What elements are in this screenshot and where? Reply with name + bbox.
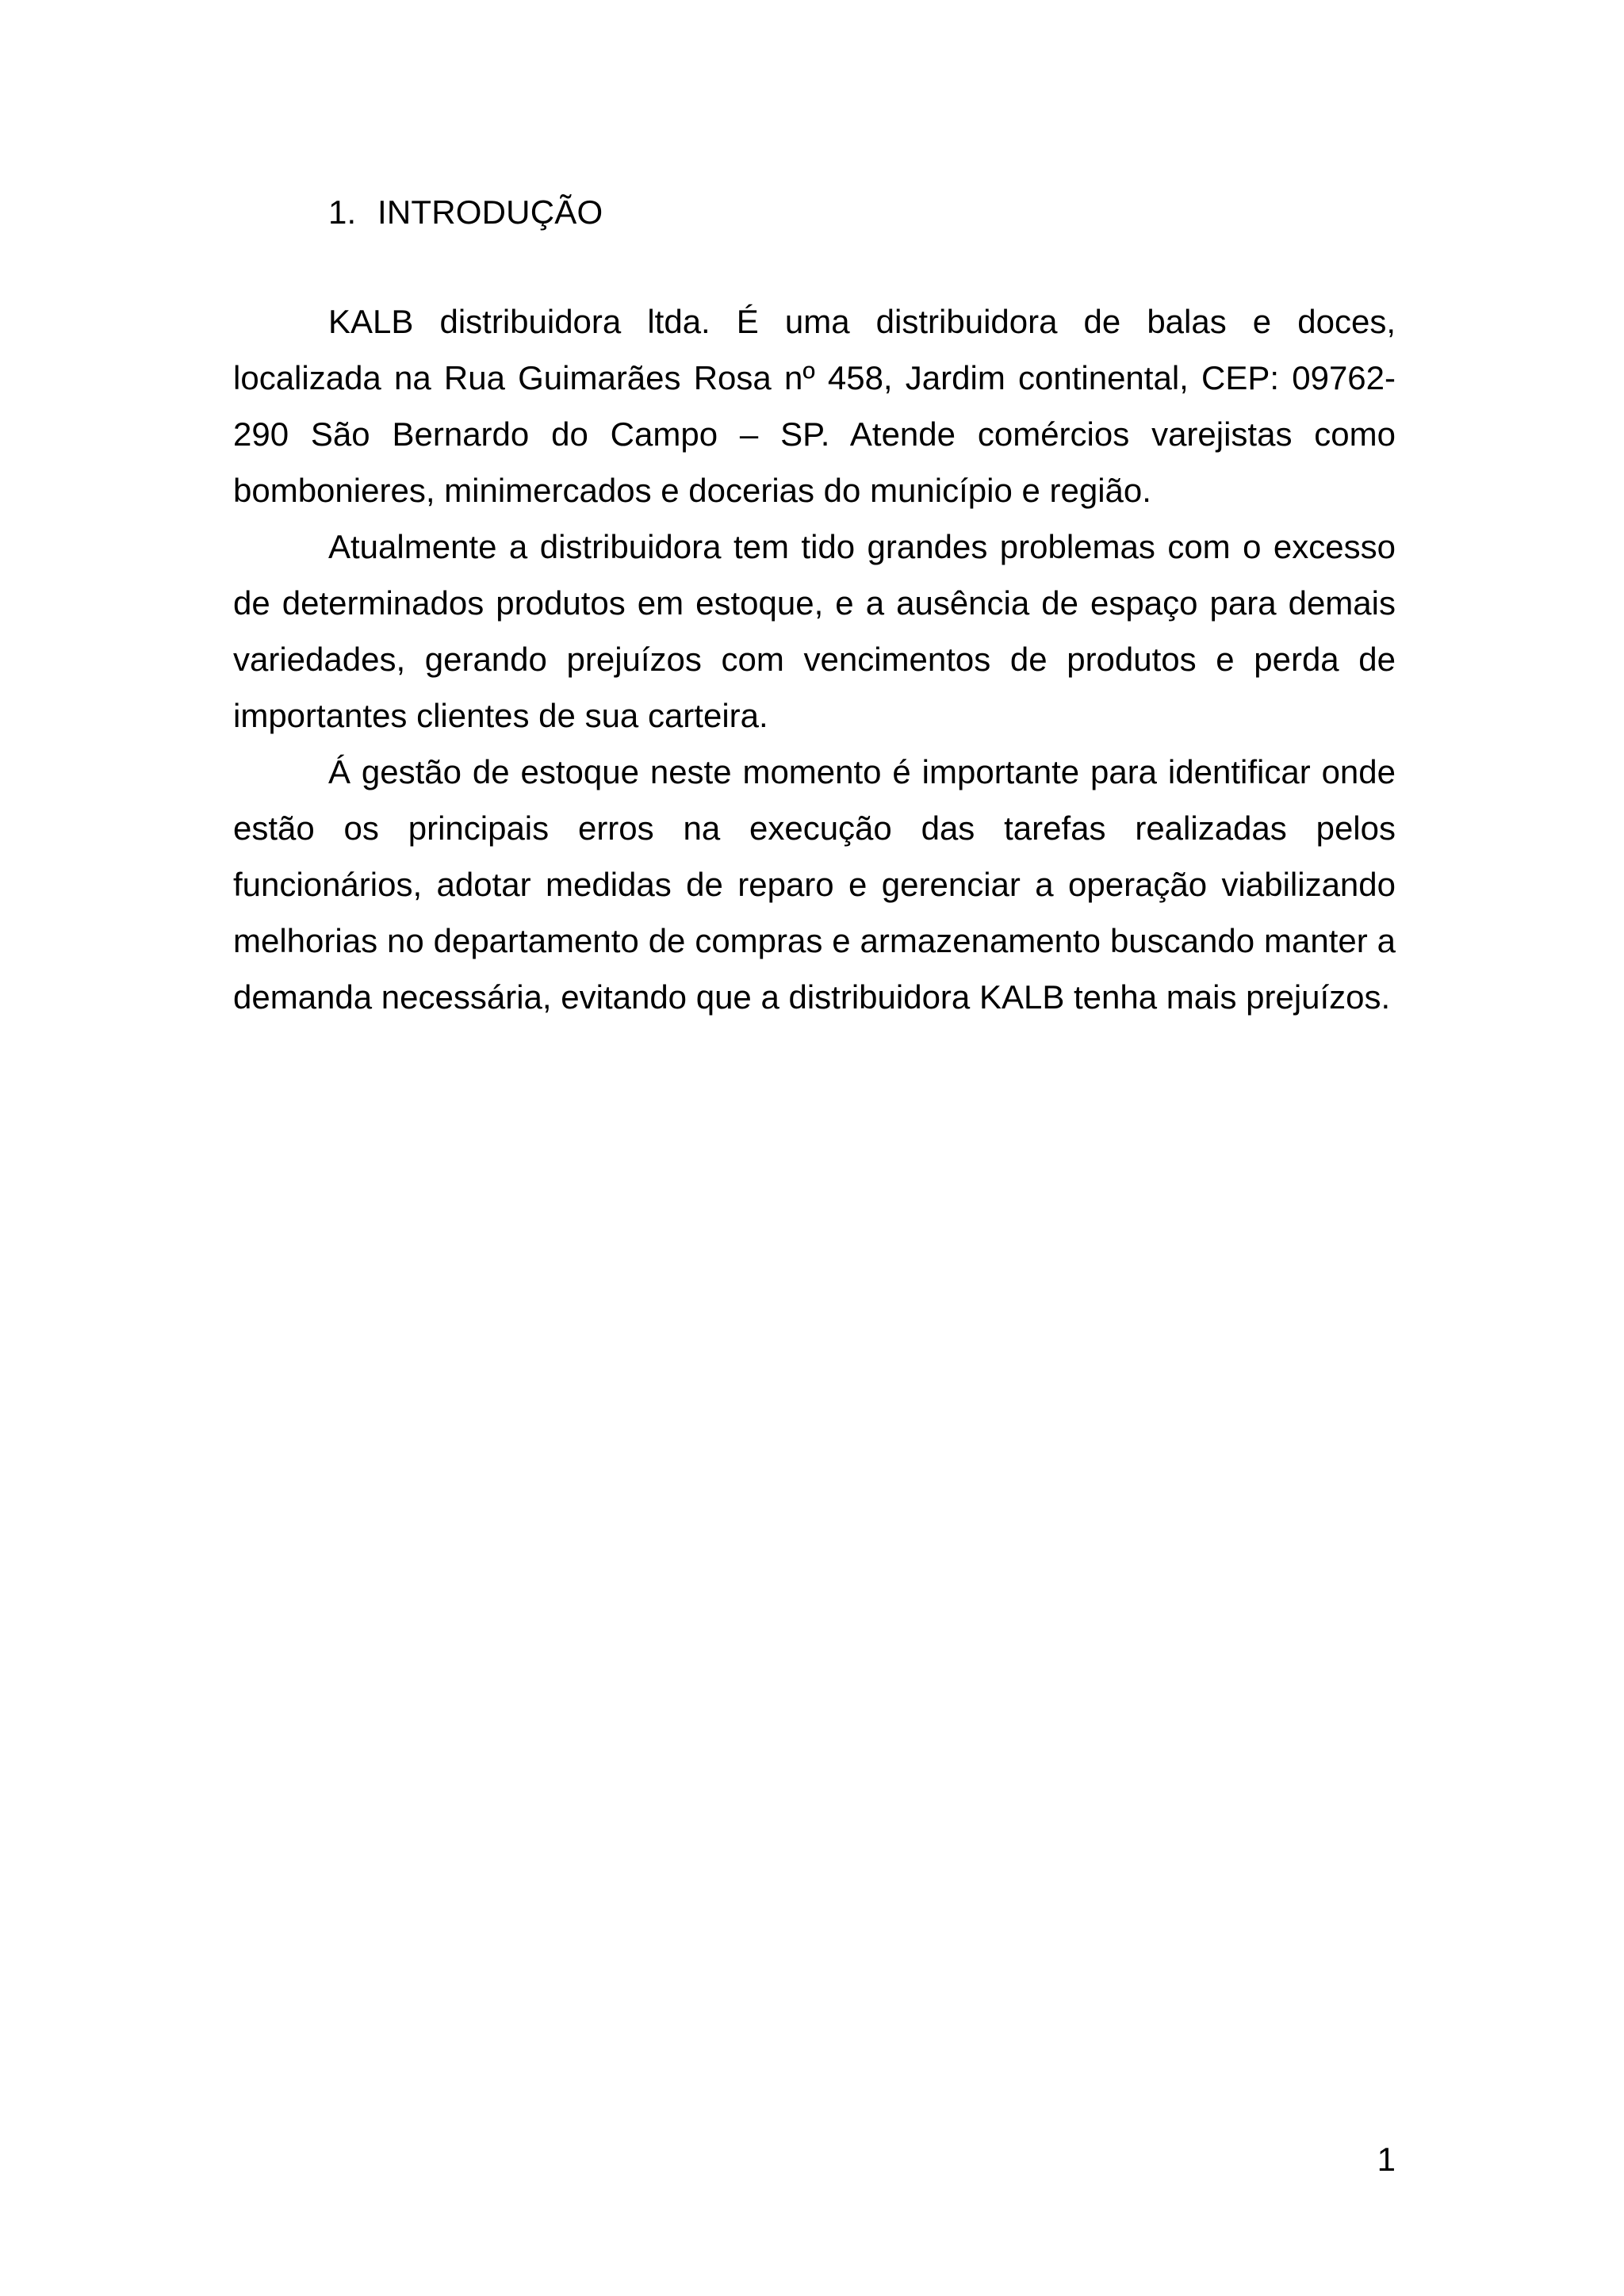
- section-heading: [328, 189, 603, 236]
- body-text: [233, 293, 1396, 1025]
- paragraph-inventory-management: Á gestão de estoque neste momento é importante para identificar onde estão os principais erros na execução das tarefas realizadas pelos funcionários, adotar medidas de reparo e gerenciar a operação viabilizando melhorias no departamento de compras e armazenamento buscando manter a demanda necessária, evitando que a distribuidora KALB tenha mais prejuízos.: [233, 753, 1396, 1016]
- section-title: INTRODUÇÃO: [377, 193, 603, 231]
- section-number: 1.: [328, 193, 357, 231]
- page-number: 1: [1377, 2141, 1396, 2178]
- paragraph-company-description: KALB distribuidora ltda. É uma distribuidora de balas e doces, localizada na Rua Guimarães Rosa nº 458, Jardim continental, CEP: 09762-290 São Bernardo do Campo – SP. Atende comércios varejistas como bombonieres, minimercados e docerias do município e região.: [233, 303, 1396, 509]
- paragraph-current-problems: Atualmente a distribuidora tem tido grandes problemas com o excesso de determinados produtos em estoque, e a ausência de espaço para demais variedades, gerando prejuízos com vencimentos de produtos e perda de importantes clientes de sua carteira.: [233, 528, 1396, 734]
